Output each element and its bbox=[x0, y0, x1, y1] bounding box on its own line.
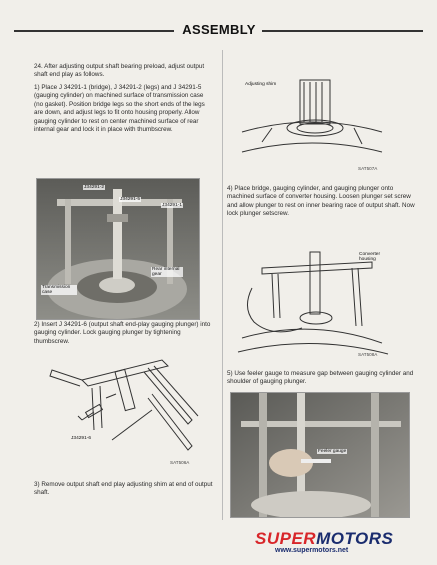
label-transmission-case: Transmission case bbox=[41, 285, 77, 295]
converter-line-drawing bbox=[232, 248, 392, 358]
label-j34291-1: J34291-1 bbox=[162, 203, 183, 208]
supermotors-logo-text: SUPERMOTORS bbox=[255, 529, 394, 548]
step-4-text: 4) Place bridge, gauging cylinder, and gauging plunger onto machined surface of converter housing. Loosen plunger set screw and allow plunger to rest on inner bearing race of output shaft. Now lock plunger setscrew. bbox=[227, 185, 415, 218]
figure-code-sat508a: SAT508A bbox=[358, 352, 378, 357]
label-feeler-gauge: Feeler gauge bbox=[318, 449, 347, 454]
supermotors-url: www.supermotors.net bbox=[275, 547, 349, 554]
label-rear-internal-gear: Rear internal gear bbox=[151, 267, 183, 277]
figure-adjusting-shim-drawing bbox=[232, 72, 392, 172]
figure-feeler-gauge-photo bbox=[230, 392, 410, 518]
figure-gauging-plunger-drawing bbox=[42, 350, 200, 468]
step-24-text: 24. After adjusting output shaft bearing preload, adjust output shaft end play as follows. bbox=[34, 63, 205, 79]
header-rule-left bbox=[14, 30, 174, 32]
shim-line-drawing bbox=[232, 72, 392, 172]
label-j34291-6: J34291-6 bbox=[71, 436, 92, 441]
header-rule-right bbox=[262, 30, 423, 32]
step-3-text: 3) Remove output shaft end play adjusting shim at end of output shaft. bbox=[34, 481, 213, 497]
label-adjusting-shim: Adjusting shim bbox=[245, 82, 277, 87]
page-title: ASSEMBLY bbox=[178, 22, 260, 38]
label-j34291-5: J34291-5 bbox=[120, 197, 141, 202]
figure-code-sat507a: SAT507A bbox=[358, 166, 378, 171]
figure-bridge-on-case-photo bbox=[36, 178, 200, 320]
supermotors-watermark bbox=[255, 529, 425, 559]
feeler-photo-illustration bbox=[231, 393, 409, 517]
step-1-text: 1) Place J 34291-1 (bridge), J 34291-2 (legs) and J 34291-5 (gauging cylinder) on machined surface of transmission case (no gasket). Position bridge legs so the short ends of the legs are down, and adjust legs to fit onto housing properly. Allow gauging cylinder to rest on center machined surface of rear internal gear and lock it in place with thumbscrew. bbox=[34, 84, 205, 134]
figure-converter-housing-drawing bbox=[232, 248, 392, 358]
label-converter-housing: Converter housing bbox=[359, 252, 381, 262]
plunger-line-drawing bbox=[42, 350, 200, 468]
column-divider bbox=[222, 50, 223, 520]
label-j34291-2: J34291-2 bbox=[84, 185, 105, 190]
step-2-text: 2) Insert J 34291-6 (output shaft end-play gauging plunger) into gauging cylinder. Lock gauging plunger by tightening thumbscrew. bbox=[34, 321, 211, 345]
step-5-text: 5) Use feeler gauge to measure gap between gauging cylinder and shoulder of gauging plunger. bbox=[227, 370, 414, 386]
bridge-photo-illustration bbox=[37, 179, 199, 319]
figure-code-sat506a: SAT506A bbox=[170, 460, 190, 465]
